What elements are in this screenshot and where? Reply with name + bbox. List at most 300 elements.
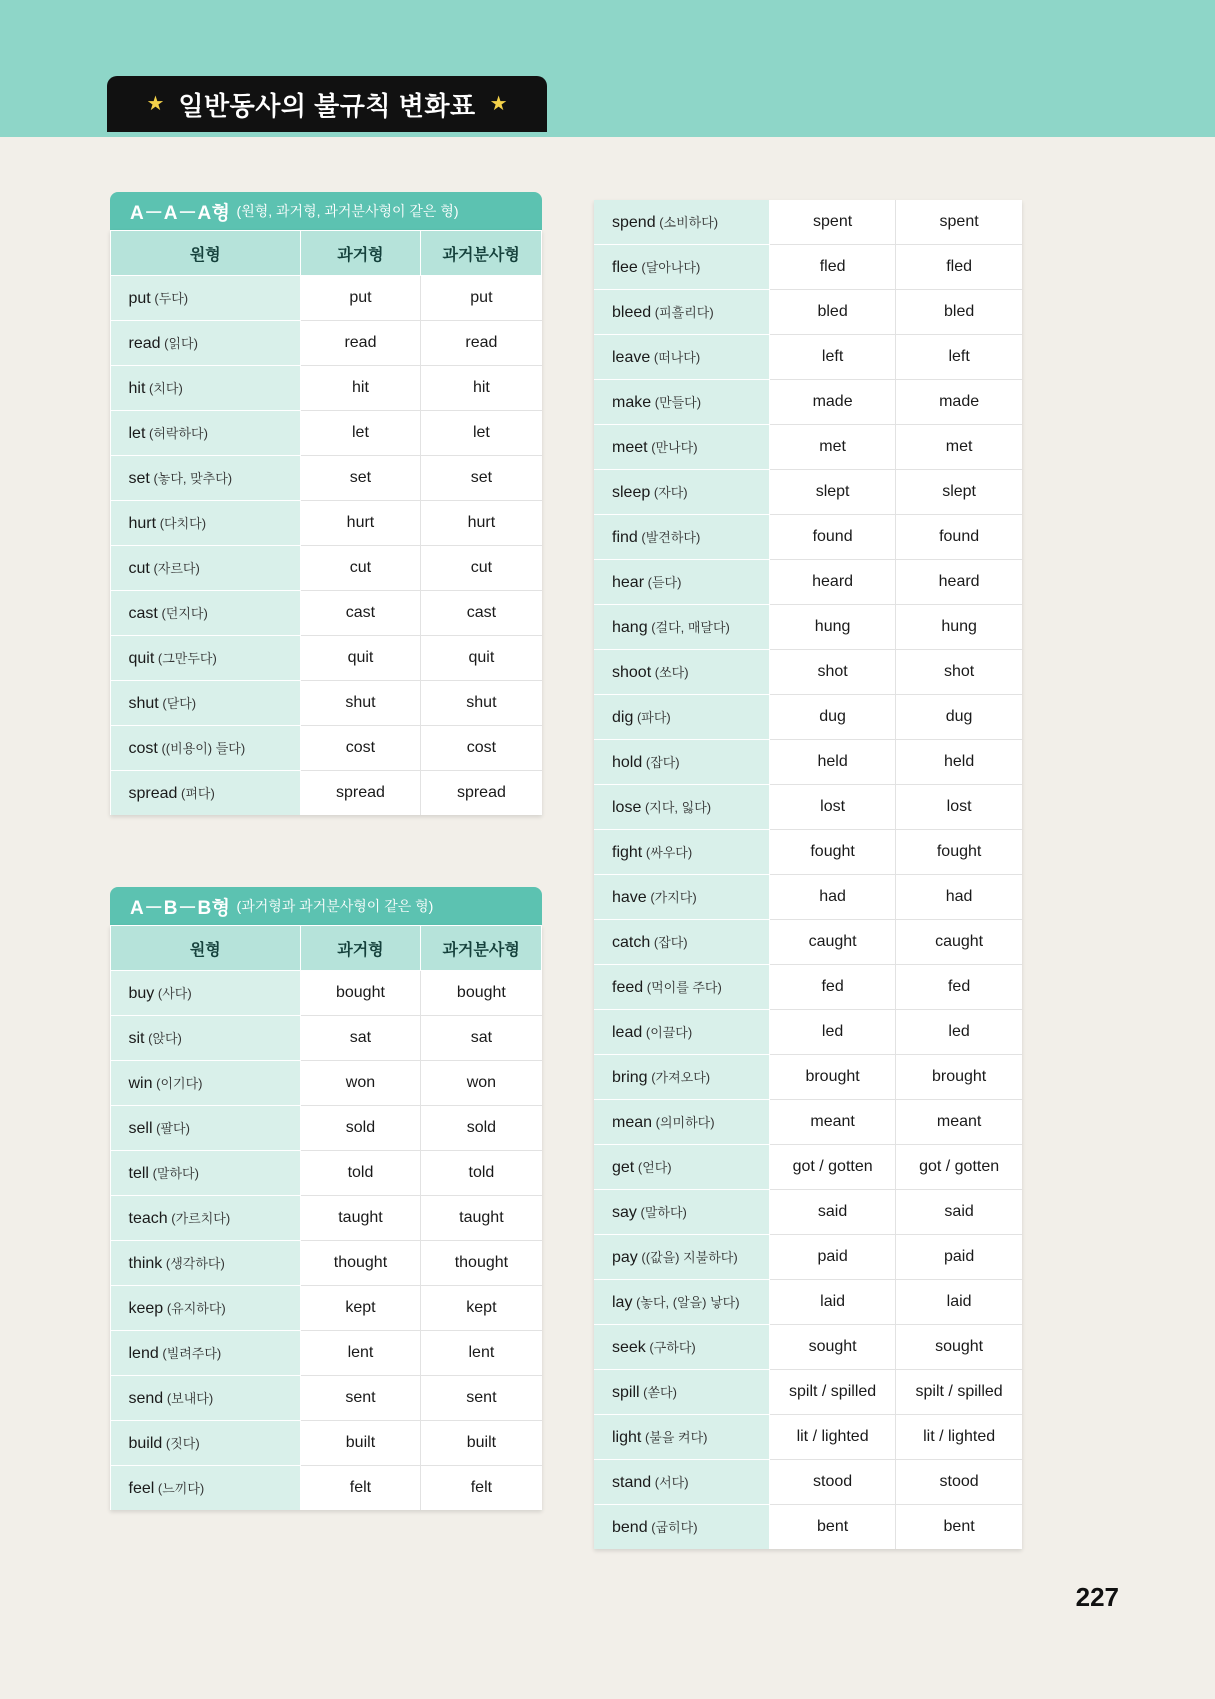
verb-base: fight xyxy=(612,844,643,861)
verb-meaning: (지다, 잃다) xyxy=(641,800,712,815)
cell-participle: felt xyxy=(421,1466,542,1511)
verb-meaning: (만나다) xyxy=(647,440,698,455)
cell-participle: cast xyxy=(421,591,542,636)
verb-meaning: (얻다) xyxy=(634,1160,672,1175)
star-icon-right: ★ xyxy=(489,93,508,115)
cell-past: lit / lighted xyxy=(769,1415,895,1460)
verb-base: think xyxy=(128,1255,163,1272)
table-row xyxy=(594,785,1022,830)
page-title: 일반동사의 불규칙 변화표 xyxy=(178,90,476,121)
page-title-plate xyxy=(107,76,547,132)
cell-past: put xyxy=(300,276,421,321)
cell-participle: got / gotten xyxy=(896,1145,1022,1190)
cell-participle: hung xyxy=(896,605,1022,650)
cell-base xyxy=(111,276,301,321)
cell-base xyxy=(111,366,301,411)
verb-meaning: (듣다) xyxy=(644,575,682,590)
cell-past: bled xyxy=(769,290,895,335)
verb-base: send xyxy=(128,1390,164,1407)
verb-base: meet xyxy=(612,439,648,456)
cell-base xyxy=(111,971,301,1016)
table-row xyxy=(111,726,542,771)
verb-base: build xyxy=(128,1435,163,1452)
cell-past: made xyxy=(769,380,895,425)
cell-past: read xyxy=(300,321,421,366)
verb-base: cut xyxy=(128,560,150,577)
cell-participle: slept xyxy=(896,470,1022,515)
table-row xyxy=(594,920,1022,965)
cell-participle: lit / lighted xyxy=(896,1415,1022,1460)
cell-past: met xyxy=(769,425,895,470)
verb-meaning: (달아나다) xyxy=(637,260,701,275)
verb-meaning: (가르치다) xyxy=(167,1211,231,1226)
table-row xyxy=(111,411,542,456)
cell-participle: brought xyxy=(896,1055,1022,1100)
table-row xyxy=(594,1100,1022,1145)
verb-meaning: (펴다) xyxy=(177,786,215,801)
verb-base: let xyxy=(128,425,146,442)
cell-base xyxy=(594,1325,769,1370)
verb-base: mean xyxy=(612,1114,653,1131)
table-row xyxy=(594,470,1022,515)
verb-base: hurt xyxy=(128,515,157,532)
section-abb-type: A－B－B형 xyxy=(130,897,231,919)
cell-base xyxy=(111,591,301,636)
cell-base xyxy=(111,411,301,456)
cell-base xyxy=(594,920,769,965)
cell-participle: left xyxy=(896,335,1022,380)
cell-past: spilt / spilled xyxy=(769,1370,895,1415)
column-header-base: 원형 xyxy=(111,926,301,971)
cell-base xyxy=(111,1466,301,1511)
cell-base xyxy=(594,560,769,605)
cell-participle: hit xyxy=(421,366,542,411)
verb-meaning: (치다) xyxy=(145,381,183,396)
cell-past: slept xyxy=(769,470,895,515)
cell-past: spent xyxy=(769,200,895,245)
cell-past: sent xyxy=(300,1376,421,1421)
cell-base xyxy=(594,785,769,830)
cell-base xyxy=(594,470,769,515)
cell-past: fled xyxy=(769,245,895,290)
verb-base: get xyxy=(612,1159,635,1176)
cell-past: held xyxy=(769,740,895,785)
table-row xyxy=(594,695,1022,740)
cell-past: felt xyxy=(300,1466,421,1511)
verb-base: bring xyxy=(612,1069,648,1086)
table-row xyxy=(111,1196,542,1241)
table-row xyxy=(111,1331,542,1376)
table-row xyxy=(111,1421,542,1466)
cell-base xyxy=(111,771,301,816)
cell-past: kept xyxy=(300,1286,421,1331)
table-row xyxy=(111,501,542,546)
cell-past: sold xyxy=(300,1106,421,1151)
cell-base xyxy=(111,1241,301,1286)
verb-meaning: (사다) xyxy=(154,986,192,1001)
cell-participle: found xyxy=(896,515,1022,560)
table-row xyxy=(594,560,1022,605)
cell-past: caught xyxy=(769,920,895,965)
verb-meaning: (두다) xyxy=(150,291,189,306)
cell-base xyxy=(594,695,769,740)
cell-participle: let xyxy=(421,411,542,456)
verb-meaning: (느끼다) xyxy=(154,1481,205,1496)
verb-base: lead xyxy=(612,1024,643,1041)
verb-base: shoot xyxy=(612,664,652,681)
cell-past: paid xyxy=(769,1235,895,1280)
verb-base: sit xyxy=(128,1030,145,1047)
cell-participle: laid xyxy=(896,1280,1022,1325)
cell-participle: won xyxy=(421,1061,542,1106)
cell-past: brought xyxy=(769,1055,895,1100)
cell-participle: made xyxy=(896,380,1022,425)
verb-base: tell xyxy=(128,1165,149,1182)
page-number: 227 xyxy=(1075,1582,1119,1612)
cell-base xyxy=(111,1286,301,1331)
verb-meaning: (읽다) xyxy=(160,336,198,351)
table-row xyxy=(111,1286,542,1331)
table-row xyxy=(594,1145,1022,1190)
table-row xyxy=(594,1460,1022,1505)
cell-past: hurt xyxy=(300,501,421,546)
verb-meaning: (말하다) xyxy=(636,1205,687,1220)
cell-participle: lost xyxy=(896,785,1022,830)
table-row xyxy=(594,1505,1022,1550)
verb-meaning: (팔다) xyxy=(152,1121,190,1136)
cell-participle: sought xyxy=(896,1325,1022,1370)
table-row xyxy=(594,605,1022,650)
table-row xyxy=(594,1280,1022,1325)
verb-base: lay xyxy=(612,1294,633,1311)
cell-base xyxy=(594,335,769,380)
cell-base xyxy=(594,1235,769,1280)
verb-meaning: (굽히다) xyxy=(647,1520,698,1535)
section-abb-header xyxy=(110,887,542,925)
verb-base: win xyxy=(128,1075,153,1092)
verb-meaning: (잡다) xyxy=(642,755,680,770)
cell-participle: caught xyxy=(896,920,1022,965)
verb-meaning: (허락하다) xyxy=(145,426,208,441)
cell-past: hit xyxy=(300,366,421,411)
cell-participle: spread xyxy=(421,771,542,816)
verb-base: shut xyxy=(128,695,159,712)
table-row xyxy=(594,335,1022,380)
verb-meaning: (이끌다) xyxy=(642,1025,693,1040)
cell-participle: cost xyxy=(421,726,542,771)
cell-base xyxy=(111,1376,301,1421)
table-row xyxy=(111,456,542,501)
verb-meaning: ((비용이) 들다) xyxy=(157,741,246,756)
cell-base xyxy=(111,1151,301,1196)
verb-meaning: (쏟다) xyxy=(639,1385,677,1400)
cell-participle: set xyxy=(421,456,542,501)
verb-base: flee xyxy=(612,259,638,276)
cell-base xyxy=(594,1190,769,1235)
verb-base: set xyxy=(128,470,150,487)
table-row xyxy=(594,1415,1022,1460)
cell-past: told xyxy=(300,1151,421,1196)
verb-base: make xyxy=(612,394,652,411)
cell-past: quit xyxy=(300,636,421,681)
cell-base xyxy=(111,501,301,546)
section-aaa xyxy=(110,192,542,815)
cell-base xyxy=(594,740,769,785)
cell-participle: hurt xyxy=(421,501,542,546)
cell-past: sat xyxy=(300,1016,421,1061)
table-row xyxy=(594,650,1022,695)
cell-past: shut xyxy=(300,681,421,726)
cell-participle: spilt / spilled xyxy=(896,1370,1022,1415)
table-row xyxy=(111,1061,542,1106)
cell-past: set xyxy=(300,456,421,501)
cell-past: let xyxy=(300,411,421,456)
cell-participle: held xyxy=(896,740,1022,785)
verb-base: cost xyxy=(128,740,158,757)
verb-meaning: (소비하다) xyxy=(655,215,719,230)
cell-participle: bought xyxy=(421,971,542,1016)
cell-past: laid xyxy=(769,1280,895,1325)
table-row xyxy=(111,1016,542,1061)
verb-meaning: (파다) xyxy=(633,710,671,725)
verb-base: spread xyxy=(128,785,178,802)
table-row xyxy=(111,366,542,411)
cell-participle: quit xyxy=(421,636,542,681)
cell-past: left xyxy=(769,335,895,380)
table-row xyxy=(111,1466,542,1511)
verb-base: light xyxy=(612,1429,642,1446)
cell-past: fed xyxy=(769,965,895,1010)
verb-meaning: (먹이를 주다) xyxy=(643,980,722,995)
verb-meaning: (짓다) xyxy=(162,1436,200,1451)
verb-base: hang xyxy=(612,619,648,636)
verb-base: teach xyxy=(128,1210,168,1227)
table-row xyxy=(594,965,1022,1010)
cell-past: cost xyxy=(300,726,421,771)
verb-meaning: (놓다, (알을) 낳다) xyxy=(632,1295,740,1310)
cell-participle: said xyxy=(896,1190,1022,1235)
cell-participle: spent xyxy=(896,200,1022,245)
verb-base: hear xyxy=(612,574,645,591)
column-header-base: 원형 xyxy=(111,231,301,276)
table-row xyxy=(111,1241,542,1286)
verb-base: pay xyxy=(612,1249,638,1266)
cell-past: built xyxy=(300,1421,421,1466)
verb-base: feel xyxy=(128,1480,155,1497)
verb-meaning: (불을 켜다) xyxy=(641,1430,708,1445)
cell-base xyxy=(111,1106,301,1151)
cell-base xyxy=(594,1280,769,1325)
left-column xyxy=(110,192,542,1582)
table-row xyxy=(111,636,542,681)
cell-past: won xyxy=(300,1061,421,1106)
table-row xyxy=(594,380,1022,425)
table-row xyxy=(594,1190,1022,1235)
verb-meaning: (말하다) xyxy=(148,1166,199,1181)
cell-base xyxy=(594,515,769,560)
verb-meaning: (던지다) xyxy=(157,606,208,621)
verb-meaning: (쏘다) xyxy=(651,665,689,680)
table-row xyxy=(594,290,1022,335)
cell-past: bought xyxy=(300,971,421,1016)
cell-participle: heard xyxy=(896,560,1022,605)
table-row xyxy=(111,1106,542,1151)
cell-past: shot xyxy=(769,650,895,695)
cell-base xyxy=(111,1061,301,1106)
right-column xyxy=(594,200,1022,1549)
table-row xyxy=(594,1010,1022,1055)
verb-base: sleep xyxy=(612,484,651,501)
cell-participle: stood xyxy=(896,1460,1022,1505)
cell-base xyxy=(594,1055,769,1100)
verb-base: dig xyxy=(612,709,634,726)
verb-base: sell xyxy=(128,1120,153,1137)
verb-base: lend xyxy=(128,1345,159,1362)
cell-participle: bent xyxy=(896,1505,1022,1550)
section-aaa-header xyxy=(110,192,542,230)
verb-meaning: (의미하다) xyxy=(652,1115,715,1130)
verb-meaning: (앉다) xyxy=(144,1031,182,1046)
verb-meaning: (잡다) xyxy=(650,935,688,950)
star-icon-left: ★ xyxy=(146,93,165,115)
cell-participle: shot xyxy=(896,650,1022,695)
cell-base xyxy=(594,875,769,920)
section-abb xyxy=(110,887,542,1510)
cell-participle: read xyxy=(421,321,542,366)
cell-base xyxy=(594,290,769,335)
verb-base: put xyxy=(128,290,151,307)
verb-base: bleed xyxy=(612,304,652,321)
verb-base: quit xyxy=(128,650,155,667)
verb-meaning: (빌려주다) xyxy=(158,1346,222,1361)
verb-base: say xyxy=(612,1204,637,1221)
cell-past: bent xyxy=(769,1505,895,1550)
verb-base: lose xyxy=(612,799,642,816)
cell-base xyxy=(111,1196,301,1241)
section-aaa-type: A－A－A형 xyxy=(130,202,231,224)
cell-base xyxy=(111,636,301,681)
verb-meaning: (서다) xyxy=(651,1475,689,1490)
verb-base: buy xyxy=(128,985,155,1002)
column-header-past: 과거형 xyxy=(300,231,421,276)
cell-participle: meant xyxy=(896,1100,1022,1145)
table-row xyxy=(594,1370,1022,1415)
table-row xyxy=(594,1055,1022,1100)
cell-base xyxy=(111,681,301,726)
table-row xyxy=(594,1235,1022,1280)
cell-base xyxy=(111,1331,301,1376)
table-row xyxy=(111,546,542,591)
cell-past: sought xyxy=(769,1325,895,1370)
cell-past: got / gotten xyxy=(769,1145,895,1190)
cell-past: lost xyxy=(769,785,895,830)
cell-participle: bled xyxy=(896,290,1022,335)
cell-base xyxy=(594,605,769,650)
cell-base xyxy=(594,1505,769,1550)
table-row xyxy=(594,200,1022,245)
cell-base xyxy=(594,830,769,875)
cell-participle: dug xyxy=(896,695,1022,740)
verb-meaning: (보내다) xyxy=(163,1391,214,1406)
verb-base: seek xyxy=(612,1339,646,1356)
cell-base xyxy=(111,456,301,501)
cell-participle: taught xyxy=(421,1196,542,1241)
cell-participle: built xyxy=(421,1421,542,1466)
cell-base xyxy=(594,650,769,695)
verb-base: have xyxy=(612,889,647,906)
column-header-participle: 과거분사형 xyxy=(421,231,542,276)
table-row xyxy=(594,830,1022,875)
cell-participle: sent xyxy=(421,1376,542,1421)
table-row xyxy=(594,515,1022,560)
verb-base: spill xyxy=(612,1384,640,1401)
cell-past: lent xyxy=(300,1331,421,1376)
verb-meaning: (자르다) xyxy=(149,561,200,576)
cell-past: stood xyxy=(769,1460,895,1505)
verb-meaning: (가지다) xyxy=(646,890,697,905)
verb-meaning: (피흘리다) xyxy=(651,305,714,320)
cell-participle: shut xyxy=(421,681,542,726)
section-aaa-desc: (원형, 과거형, 과거분사형이 같은 형) xyxy=(236,203,459,219)
verb-meaning: ((값을) 지불하다) xyxy=(637,1250,738,1265)
verb-base: cast xyxy=(128,605,158,622)
cell-past: led xyxy=(769,1010,895,1055)
cell-participle: thought xyxy=(421,1241,542,1286)
verb-meaning: (떠나다) xyxy=(650,350,701,365)
table-header-row xyxy=(111,231,542,276)
verb-base: hit xyxy=(128,380,146,397)
cell-base xyxy=(111,726,301,771)
cell-participle: led xyxy=(896,1010,1022,1055)
table-row xyxy=(594,740,1022,785)
table-row xyxy=(594,1325,1022,1370)
cell-participle: fled xyxy=(896,245,1022,290)
table-row xyxy=(111,321,542,366)
cell-past: had xyxy=(769,875,895,920)
cell-base xyxy=(594,380,769,425)
cell-base xyxy=(594,1145,769,1190)
cell-base xyxy=(594,1010,769,1055)
table-abb-continued xyxy=(594,200,1022,1549)
table-row xyxy=(111,276,542,321)
table-row xyxy=(111,681,542,726)
cell-participle: fed xyxy=(896,965,1022,1010)
column-header-participle: 과거분사형 xyxy=(421,926,542,971)
verb-base: spend xyxy=(612,214,656,231)
verb-base: read xyxy=(128,335,161,352)
cell-past: meant xyxy=(769,1100,895,1145)
verb-meaning: (생각하다) xyxy=(162,1256,225,1271)
cell-base xyxy=(594,965,769,1010)
verb-meaning: (싸우다) xyxy=(642,845,693,860)
verb-meaning: (다치다) xyxy=(156,516,207,531)
table-row xyxy=(594,425,1022,470)
cell-past: cut xyxy=(300,546,421,591)
table-row xyxy=(111,591,542,636)
cell-base xyxy=(594,1415,769,1460)
cell-base xyxy=(111,546,301,591)
cell-past: thought xyxy=(300,1241,421,1286)
table-row xyxy=(111,1376,542,1421)
cell-participle: lent xyxy=(421,1331,542,1376)
verb-meaning: (걸다, 매달다) xyxy=(647,620,730,635)
verb-base: stand xyxy=(612,1474,652,1491)
cell-past: hung xyxy=(769,605,895,650)
table-aaa xyxy=(110,230,542,815)
verb-meaning: (발견하다) xyxy=(637,530,701,545)
cell-participle: met xyxy=(896,425,1022,470)
cell-base xyxy=(111,1016,301,1061)
